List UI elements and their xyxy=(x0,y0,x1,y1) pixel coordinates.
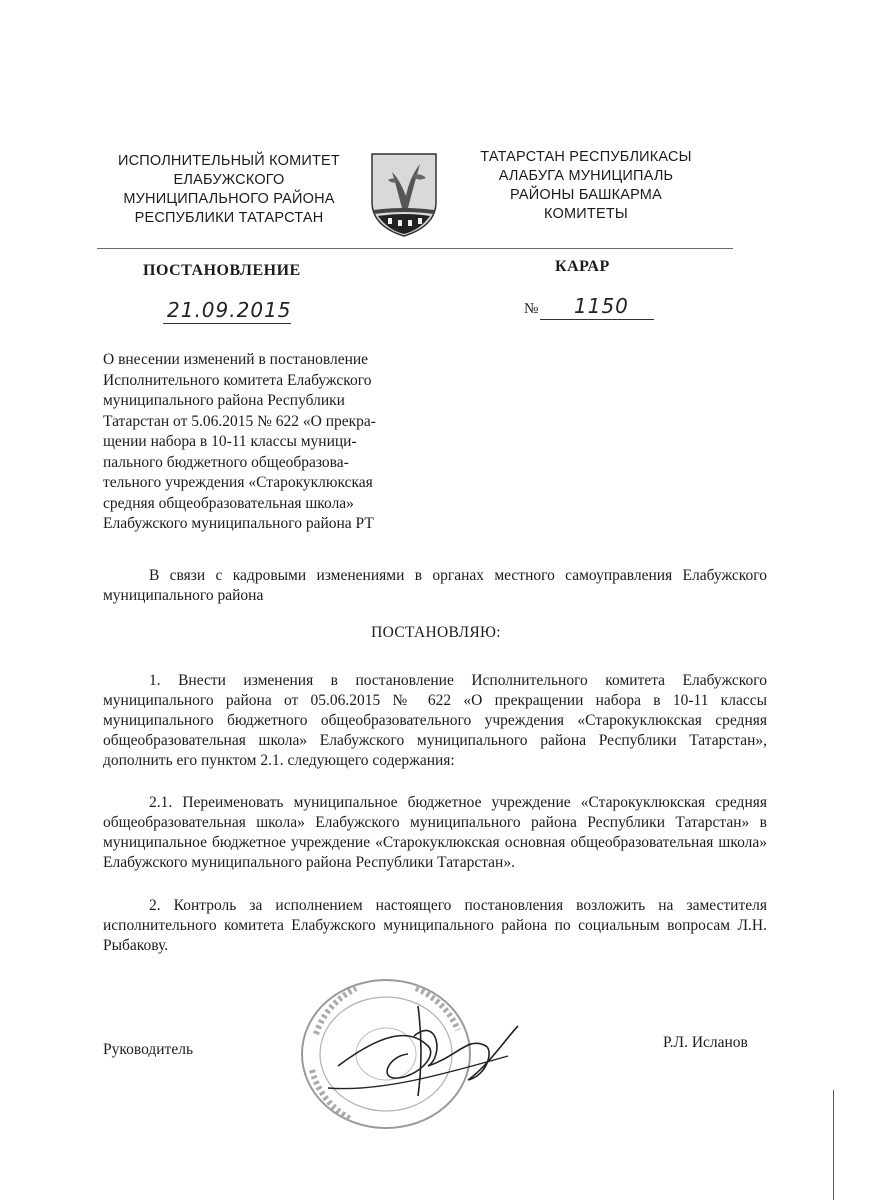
signature-name: Р.Л. Исланов xyxy=(663,1034,748,1051)
subject-line: пального бюджетного общеобразова- xyxy=(103,453,349,471)
header-left-line: ИСПОЛНИТЕЛЬНЫЙ КОМИТЕТ xyxy=(117,153,340,169)
doc-type-title-ru: ПОСТАНОВЛЕНИЕ xyxy=(143,262,301,279)
preamble-paragraph: В связи с кадровыми изменениями в органах местного самоуправления Елабужского муниципального района xyxy=(103,567,767,604)
subject-block xyxy=(103,350,419,535)
header-right-line: РАЙОНЫ БАШКАРМА xyxy=(510,187,662,203)
subject-line: муниципального района Республики xyxy=(103,392,345,409)
header-left-line: ЕЛАБУЖСКОГО xyxy=(173,172,285,188)
number-sign: № xyxy=(524,301,539,317)
date-underline xyxy=(163,323,291,324)
signature-position: Руководитель xyxy=(103,1041,194,1058)
scan-edge-line xyxy=(833,1090,834,1200)
decree-item-2: 2. Контроль за исполнением настоящего постановления возложить на заместителя исполнительного комитета Елабужского муниципального района по социальным вопросам Л.Н. Рыбакову. xyxy=(103,897,767,954)
subject-line: средняя общеобразовательная школа» xyxy=(103,494,354,512)
subject-line: щении набора в 10-11 классы муници- xyxy=(103,433,357,450)
doc-type-title-tt: КАРАР xyxy=(555,258,610,275)
header-left-line: МУНИЦИПАЛЬНОГО РАЙОНА xyxy=(123,191,335,207)
header-left-line: РЕСПУБЛИКИ ТАТАРСТАН xyxy=(134,210,324,226)
header-divider xyxy=(97,248,733,249)
number-underline xyxy=(540,319,654,320)
header-right-line: КОМИТЕТЫ xyxy=(544,206,628,222)
coat-of-arms-emblem xyxy=(368,150,440,238)
subject-line: Татарстан от 5.06.2015 № 622 «О прекра- xyxy=(103,412,376,430)
number-handwritten: 1150 xyxy=(574,294,629,318)
header-right-line: ТАТАРСТАН РЕСПУБЛИКАСЫ xyxy=(480,149,692,165)
number-field xyxy=(524,296,654,322)
decree-item-2-1: 2.1. Переименовать муниципальное бюджетное учреждение «Старокуклюкская средняя общеобразовательная школа» Елабужского муниципального района Республики Татарстан» в муниципальное бюджетное учреждение «Старокуклюкская основная общеобразовательная школа» Елабужского муниципального района Республики Татарстан». xyxy=(103,794,767,871)
handwritten-signature xyxy=(318,996,538,1106)
decree-heading: ПОСТАНОВЛЯЮ: xyxy=(371,624,501,641)
date-handwritten: 21.09.2015 xyxy=(167,298,292,322)
subject-line: тельного учреждения «Старокуклюкская xyxy=(103,474,373,491)
header-left-org xyxy=(103,152,355,228)
decree-item-1: 1. Внести изменения в постановление Исполнительного комитета Елабужского муниципального района от 05.06.2015 № 622 «О прекращении набора в 10-11 классы муниципального бюджетного общеобразовательного учреждения «Старокуклюкская средняя общеобразовательная школа» Елабужского муниципального района Республики Татарстан», дополнить его пунктом 2.1. следующего содержания: xyxy=(103,672,767,769)
subject-line: Елабужского муниципального района РТ xyxy=(103,515,374,532)
subject-line: Исполнительного комитета Елабужского xyxy=(103,371,372,389)
date-field xyxy=(163,298,291,324)
subject-line: О внесении изменений в постановление xyxy=(103,351,369,368)
header-right-org xyxy=(462,148,710,224)
header-right-line: АЛАБУГА МУНИЦИПАЛЬ xyxy=(498,168,674,184)
